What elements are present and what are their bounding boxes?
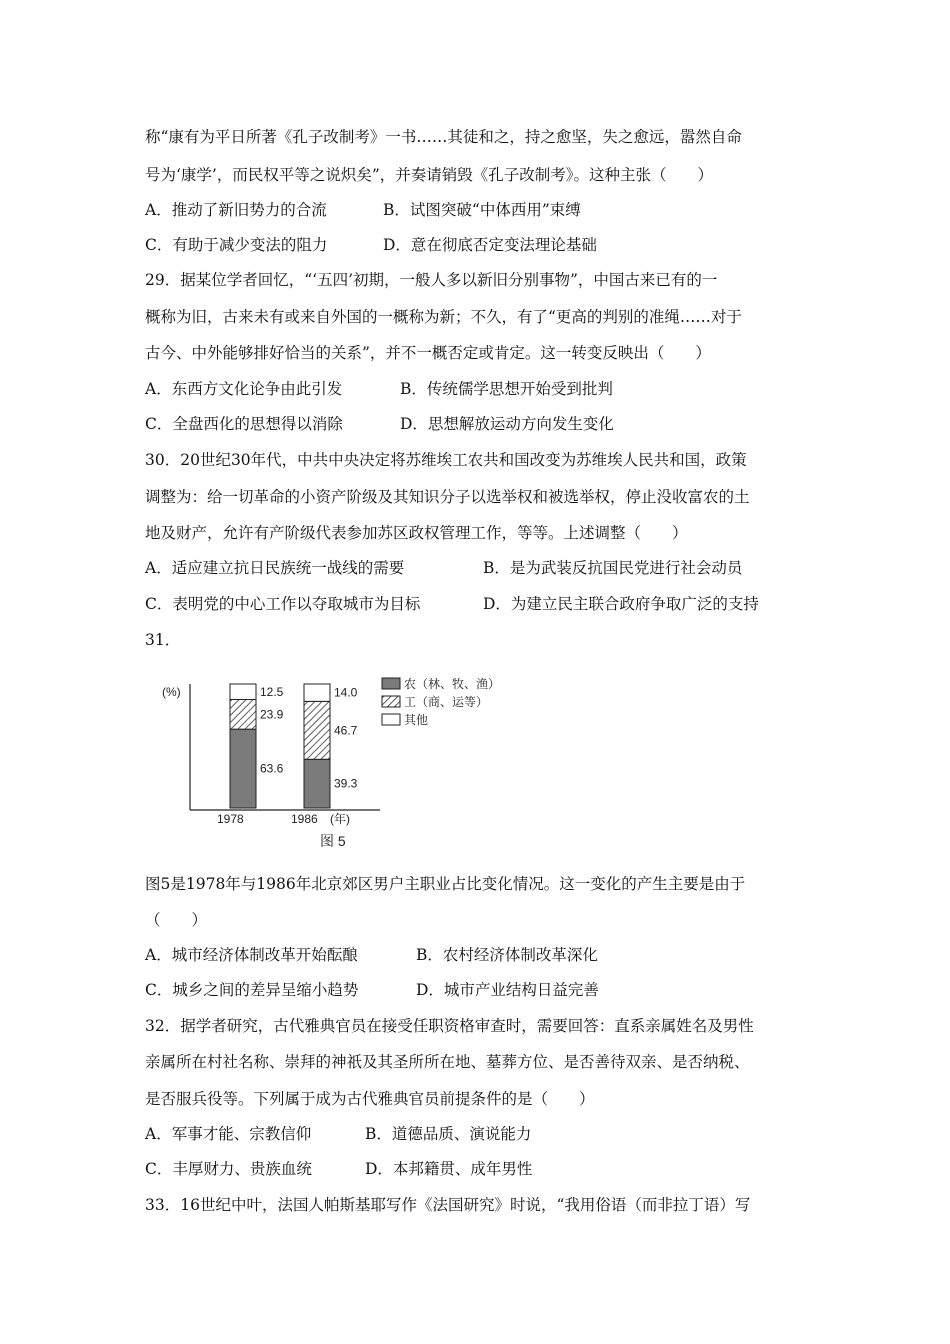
q28-option-d: D．意在彻底否定变法理论基础: [383, 236, 597, 254]
data-label-1986-industry: 46.7: [334, 723, 358, 738]
q29-stem-line-3: 古今、中外能够排好恰当的关系”，并不一概否定或肯定。这一转变反映出（ ）: [145, 344, 711, 362]
bar-1986-other: [304, 684, 330, 701]
data-label-1986-other: 14.0: [334, 685, 358, 700]
q32-stem-line-2: 亲属所在村社名称、崇拜的神祇及其圣所所在地、墓葬方位、是否善待双亲、是否纳税、: [145, 1053, 750, 1071]
legend-swatch-other: [382, 714, 400, 725]
figure-5-chart: [160, 672, 540, 857]
x-axis-unit: (年): [330, 812, 350, 826]
legend-label-industry: 工（商、运等）: [404, 695, 489, 709]
q29-option-b: B．传统儒学思想开始受到批判: [400, 380, 613, 398]
q30-stem-line-1: 30．20世纪30年代，中共中央决定将苏维埃工农共和国改变为苏维埃人民共和国，政策: [145, 451, 747, 469]
bar-1978-industry: [230, 700, 256, 730]
data-label-1978-other: 12.5: [260, 684, 284, 699]
q30-option-d: D．为建立民主联合政府争取广泛的支持: [483, 595, 759, 613]
legend-swatch-industry: [382, 696, 400, 707]
data-label-1978-agriculture: 63.6: [260, 761, 284, 776]
q30-option-c: C．表明党的中心工作以夺取城市为目标: [145, 595, 421, 613]
q28-option-b: B．试图突破“中体西用”束缚: [383, 201, 581, 219]
q31-option-a: A．城市经济体制改革开始酝酿: [145, 946, 358, 964]
q28-option-a: A．推动了新旧势力的合流: [145, 201, 327, 219]
q31-stem-line-2: （ ）: [145, 911, 208, 929]
bar-1978-agriculture: [230, 729, 256, 808]
q32-option-a: A．军事才能、宗教信仰: [145, 1125, 312, 1143]
legend-label-agriculture: 农（林、牧、渔）: [404, 677, 501, 691]
q30-stem-line-3: 地及财产，允许有产阶级代表参加苏区政权管理工作，等等。上述调整（ ）: [145, 524, 688, 542]
q32-option-b: B．道德品质、演说能力: [365, 1125, 532, 1143]
q28-stem-line-2: 号为‘康学’，而民权平等之说炽矣”，并奏请销毁《孔子改制考》。这种主张（ ）: [145, 166, 714, 184]
x-tick-1978: 1978: [217, 812, 244, 826]
figure-title: 图 5: [320, 833, 346, 849]
q32-stem-line-1: 32．据学者研究，古代雅典官员在接受任职资格审查时，需要回答：直系亲属姓名及男性: [145, 1017, 754, 1035]
legend-label-other: 其他: [404, 713, 429, 727]
q31-stem-line-1: 图5是1978年与1986年北京郊区男户主职业占比变化情况。这一变化的产生主要是由于: [145, 875, 746, 893]
q29-stem-line-2: 概称为旧，古来未有或来自外国的一概称为新；不久，有了“更高的判别的准绳……对于: [145, 308, 742, 326]
q31-option-d: D．城市产业结构日益完善: [416, 981, 599, 999]
q28-option-c: C．有助于减少变法的阻力: [145, 236, 328, 254]
q31-option-b: B．农村经济体制改革深化: [416, 946, 598, 964]
q28-stem-line-1: 称“康有为平日所著《孔子改制考》一书……其徒和之，持之愈坚，失之愈远，嚣然自命: [145, 128, 742, 146]
q31-option-c: C．城乡之间的差异呈缩小趋势: [145, 981, 359, 999]
bar-1986-industry: [304, 701, 330, 759]
q30-option-a: A．适应建立抗日民族统一战线的需要: [145, 559, 405, 577]
q31-number: 31．: [145, 631, 181, 649]
q32-option-c: C．丰厚财力、贵族血统: [145, 1160, 312, 1178]
q33-stem-line-1: 33．16世纪中叶，法国人帕斯基耶写作《法国研究》时说，“我用俗语（而非拉丁语）写: [145, 1196, 751, 1214]
q29-option-a: A．东西方文化论争由此引发: [145, 380, 343, 398]
q32-option-d: D．本邦籍贯、成年男性: [365, 1160, 533, 1178]
bar-1986-agriculture: [304, 759, 330, 808]
q29-option-d: D．思想解放运动方向发生变化: [400, 415, 614, 433]
q30-stem-line-2: 调整为：给一切革命的小资产阶级及其知识分子以选举权和被选举权，停止没收富农的土: [145, 488, 750, 506]
q30-option-b: B．是为武装反抗国民党进行社会动员: [483, 559, 743, 577]
bar-1978-other: [230, 684, 256, 700]
data-label-1978-industry: 23.9: [260, 707, 284, 722]
q29-option-c: C．全盘西化的思想得以消除: [145, 415, 343, 433]
data-label-1986-agriculture: 39.3: [334, 776, 358, 791]
y-axis-unit: (%): [162, 685, 181, 699]
legend-swatch-agriculture: [382, 678, 400, 689]
x-tick-1986: 1986: [291, 812, 318, 826]
q29-stem-line-1: 29．据某位学者回忆，“‘五四’初期，一般人多以新旧分别事物”，中国古来已有的一: [145, 271, 718, 289]
q32-stem-line-3: 是否服兵役等。下列属于成为古代雅典官员前提条件的是（ ）: [145, 1090, 595, 1108]
